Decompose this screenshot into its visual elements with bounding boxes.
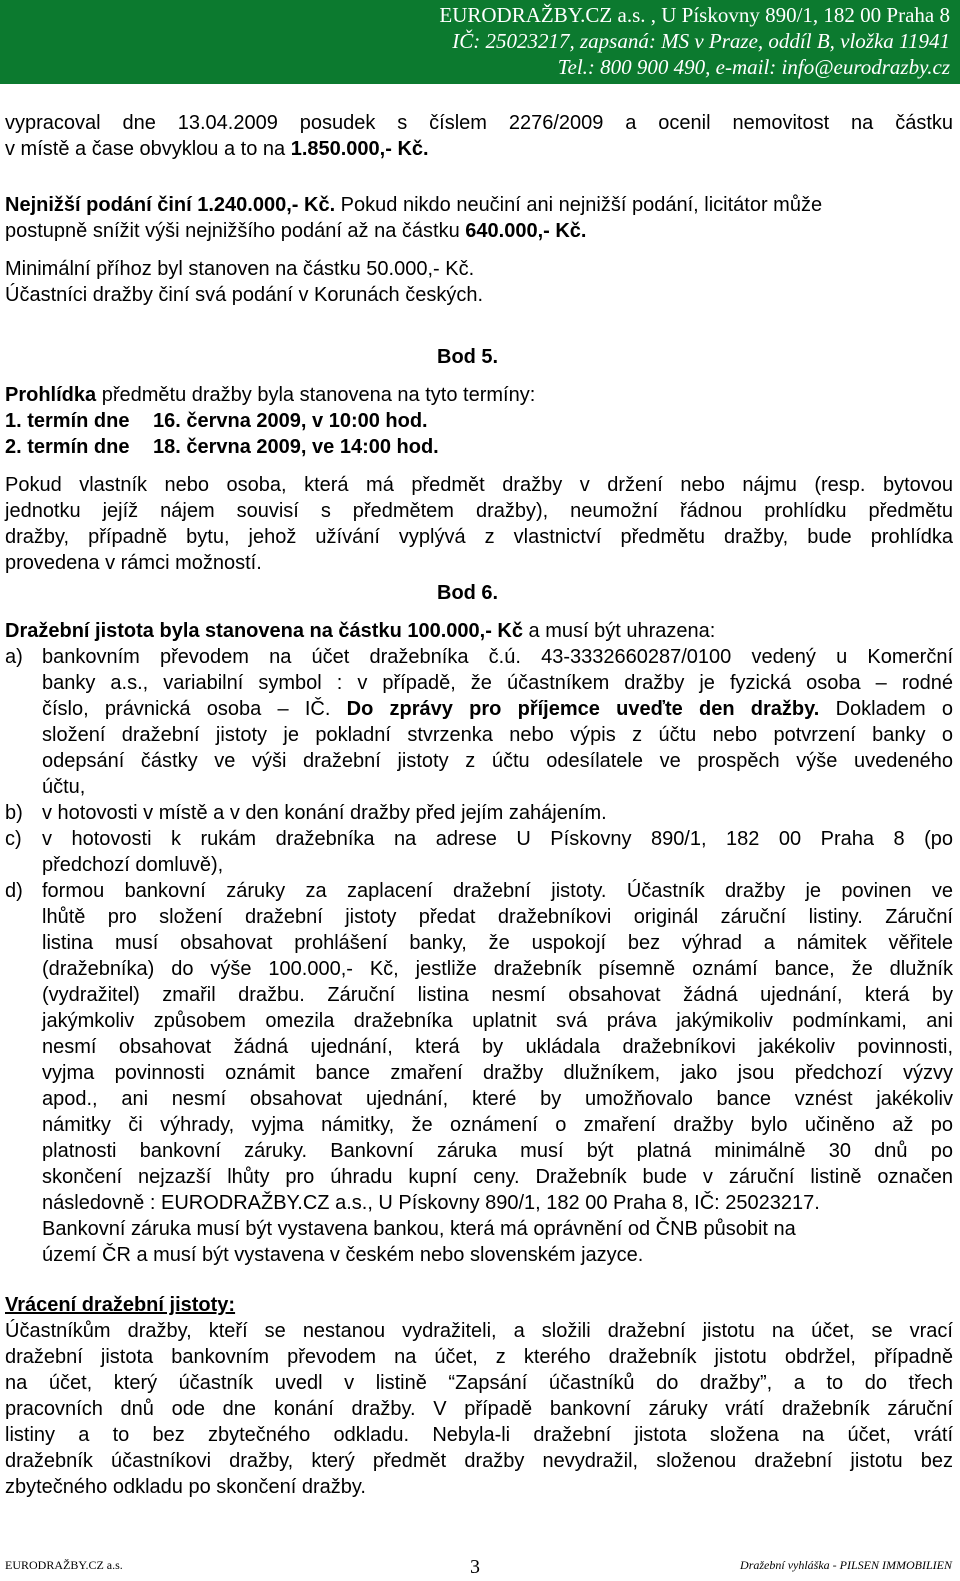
bid-line: postupně snížit výši nejnižšího podání až na částku 640.000,- Kč. bbox=[5, 220, 587, 242]
list-item: a) bankovním převodem na účet dražebníka č.ú. 43-3332660287/0100 vedený u Komerční banky a.s., variabilní symbol : v případě, že účastníkem dražby je fyzická osoba – rodné číslo, právnická osoba – IČ. Do zprávy pro příjemce uveďte den dražby. Dokladem o složení dražební jistoty je pokladní stvrzenka nebo výpis z účtu nebo potvrzení banky o odepsání částky ve výši dražební jistoty z účtu odesílatele ve prospěch výše uvedeného účtu, bbox=[5, 646, 953, 798]
increment-line: Minimální příhoz byl stanoven na částku 50.000,- Kč. bbox=[5, 258, 475, 280]
section-title: Vrácení dražební jistoty: bbox=[5, 1294, 236, 1316]
page-number: 3 bbox=[470, 1556, 480, 1578]
list-item: c) v hotovosti k rukám dražebníka na adrese U Pískovny 890/1, 182 00 Praha 8 (po předchozí domluvě), bbox=[5, 828, 953, 876]
intro-line: v místě a čase obvyklou a to na 1.850.000,- Kč. bbox=[5, 138, 429, 160]
inspection-date-2: 2. termín dne 18. června 2009, ve 14:00 hod. bbox=[5, 436, 439, 458]
lowest-bid-paragraph bbox=[5, 192, 953, 308]
inspection-intro: Prohlídka předmětu dražby byla stanovena na tyto termíny: bbox=[5, 384, 536, 406]
letterhead-registration: IČ: 25023217, zapsaná: MS v Praze, oddíl B, vložka 11941 bbox=[452, 29, 950, 53]
letterhead-contact: Tel.: 800 900 490, e-mail: info@eurodrazby.cz bbox=[557, 55, 950, 79]
section-bod-5 bbox=[5, 344, 953, 576]
refund-section: Vrácení dražební jistoty: Účastníkům dražby, kteří se nestanou vydražiteli, a složili dražební jistotu na účet, se vrací dražební jistota bankovním převodem na účet, z kterého dražebník jistotu obdržel, případně na účet, který účastník uvedl v listině “Zapsání účastníků do dražby”, a to do třech pracovních dnů ode dne konání dražby. V případě bankovní záruky vrátí dražebník záruční listiny a to bez zbytečného odkladu. Nebyla-li dražební jistota složena na účet, vrátí dražebník účastníkovi dražby, který předmět dražby nevydražil, složenou dražební jistotu bez zbytečného odkladu po skončení dražby. bbox=[5, 1294, 953, 1498]
list-marker: a) bbox=[5, 646, 23, 668]
bid-line: Nejnižší podání činí 1.240.000,- Kč. Pokud nikdo neučiní ani nejnižší podání, licitátor může bbox=[5, 194, 823, 216]
list-marker: b) bbox=[5, 802, 23, 824]
document-body bbox=[5, 110, 953, 1500]
inspection-note-line: provedena v rámci možností. bbox=[5, 552, 262, 574]
footer-company: EURODRAŽBY.CZ a.s. bbox=[5, 1558, 123, 1572]
currency-line: Účastníci dražby činí svá podání v Korunách českých. bbox=[5, 284, 484, 306]
list-item: b) v hotovosti v místě a v den konání dražby před jejím zahájením. bbox=[5, 802, 607, 824]
appraised-value: 1.850.000,- Kč. bbox=[290, 138, 429, 160]
letterhead-company: EURODRAŽBY.CZ a.s. , U Pískovny 890/1, 182 00 Praha 8 bbox=[439, 3, 950, 27]
page-footer bbox=[0, 1552, 960, 1581]
inspection-date-1: 1. termín dne 16. června 2009, v 10:00 hod. bbox=[5, 410, 428, 432]
list-marker: d) bbox=[5, 880, 23, 902]
deposit-lead: Dražební jistota byla stanovena na částku 100.000,- Kč a musí být uhrazena: bbox=[5, 620, 716, 642]
lowest-bid-value: činí 1.240.000,- Kč. bbox=[151, 194, 336, 216]
intro-paragraph bbox=[5, 110, 953, 162]
section-title: Bod 6. bbox=[437, 582, 499, 604]
letterhead bbox=[0, 0, 960, 84]
inspection-note-line: Pokud vlastník nebo osoba, která má předmět dražby v držení nebo nájmu (resp. bytovou bbox=[5, 474, 953, 496]
list-marker: c) bbox=[5, 828, 22, 850]
list-item: d) formou bankovní záruky za zaplacení dražební jistoty. Účastník dražby je povinen ve lhůtě pro složení dražební jistoty předat dražebníkovi originál záruční listiny. Záruční listina musí obsahovat prohlášení banky, že uspokojí bez výhrad a námitek věřitele (dražebníka) do výše 100.000,- Kč, jestliže dražebník písemně oznámí bance, že dlužník (vydražitel) zmařil dražbu. Záruční listina nesmí obsahovat žádná ujednání, která by jakýmkoliv způsobem omezila dražebníka uplatnit svá práva jakýmikoliv podmínkami, ani nesmí obsahovat žádná ujednání, která by ukládala dražebníkovi jakékoliv povinnosti, vyjma povinnosti oznámit bance zmaření dražby dlužníkem, jako jsou předchozí výzvy apod., ani nesmí obsahovat ujednání, které by umožňovalo bance vznést jakékoliv námitky či výhrady, vyjma námitky, že oznámení o zmaření dražby bylo učiněno až po platnosti bankovní záruky. Bankovní záruka musí být platná minimálně 30 dnů po skončení nejzazší lhůty pro úhradu kupní ceny. Dražebník bude v záruční listině označen následovně : EURODRAŽBY.CZ a.s., U Pískovny 890/1, 182 00 Praha 8, IČ: 25023217. Bankovní záruka musí být vystavena bankou, která má oprávnění od ČNB působit na území ČR a musí být vystavena v českém nebo slovenském jazyce. bbox=[5, 880, 953, 1266]
inspection-note-line: jednotku jejíž nájem souvisí s předmětem dražby), neumožní řádnou prohlídku předmětu bbox=[5, 500, 953, 522]
section-title: Bod 5. bbox=[437, 346, 499, 368]
footer-document-title: Dražební vyhláška - PILSEN IMMOBILIEN bbox=[740, 1558, 952, 1572]
min-bid-value: 640.000,- Kč. bbox=[465, 220, 587, 242]
intro-line: vypracoval dne 13.04.2009 posudek s číslem 2276/2009 a ocenil nemovitost na částku bbox=[5, 112, 953, 134]
inspection-note-line: dražby, případně bytu, jehož užívání vyplývá z vlastnictví předmětu dražby, bude prohlídka bbox=[5, 526, 953, 548]
section-bod-6 bbox=[5, 580, 953, 1268]
